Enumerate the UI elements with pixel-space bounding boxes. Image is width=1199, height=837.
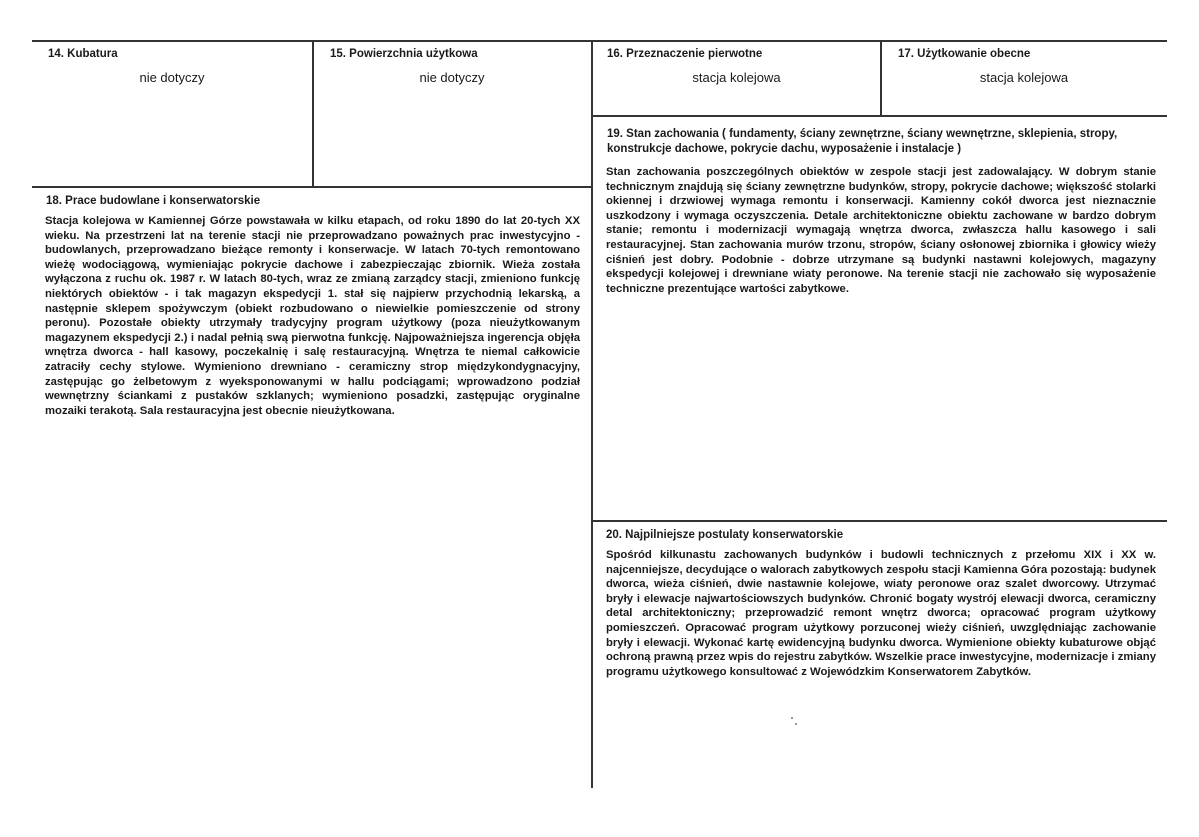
przeznaczenie-label: 16. Przeznaczenie pierwotne xyxy=(607,48,763,60)
kubatura-label: 14. Kubatura xyxy=(48,48,118,60)
divider-19-20 xyxy=(592,520,1167,522)
center-divider xyxy=(591,40,593,788)
divider-14-15 xyxy=(312,40,314,187)
top-border-line xyxy=(32,40,1167,42)
powierzchnia-value: nie dotyczy xyxy=(419,70,485,85)
scan-speck xyxy=(795,723,797,725)
powierzchnia-label: 15. Powierzchnia użytkowa xyxy=(330,48,478,60)
postulaty-label: 20. Najpilniejsze postulaty konserwatorskie xyxy=(606,529,844,541)
kubatura-value: nie dotyczy xyxy=(139,70,205,85)
uzytkowanie-label: 17. Użytkowanie obecne xyxy=(898,48,1031,60)
stan-text: Stan zachowania poszczególnych obiektów w zespole stacji jest zadowalający. W dobrym stanie technicznym znajdują się ściany zewnętrzne budynków, stropy, pokrycie dachowe; większość stolarki okiennej i drzwiowej wymaga remontu i konserwacji. Kamienny cokół dworca jest nieznacznie uszkodzony i wymaga oczyszczenia. Detale architektoniczne obiektu zachowane w bardzo dobrym stanie; remontu i modernizacji wymagają wnętrza dworca, zwłaszcza hallu kasowego i sali restauracyjnej. Stan zachowania murów trzonu, stropów, ściany osłonowej zbiornika i głowicy wieży ciśnień jest dobry. Podobnie - dobrze utrzymane są budynki nastawni kolejowych, magazyny ekspedycji kolejowej i drewniane wiaty peronowe. Na terenie stacji nie zachowało się wyposażenie techniczne prezentujące wartości zabytkowe. xyxy=(606,166,1156,295)
stan-label-line2: konstrukcje dachowe, pokrycie dachu, wyposażenie i instalacje ) xyxy=(607,143,962,155)
prace-label: 18. Prace budowlane i konserwatorskie xyxy=(46,195,261,207)
scan-speck xyxy=(791,717,793,719)
prace-text: Stacja kolejowa w Kamiennej Górze powstawała w kilku etapach, od roku 1890 do lat 20-tych XX wieku. Na przestrzeni lat na terenie stacji nie przeprowadzano poważnych prac inwestycyjno - budowlanych, przeprowadzano bieżące remonty i konserwacje. W latach 70-tych remontowano wieżę wodociągową, wymieniając pokrycie dachowe i zabezpieczając zbiornik. Wieża została wyłączona z ruchu ok. 1987 r. W latach 80-tych, wraz ze zmianą zarządcy stacji, zmieniono funkcję niektórych obiektów - i tak magazyn ekspedycji 1. stał się najpierw przychodnią lekarską, a następnie sklepem spożywczym (obiekt rozbudowano o niewielkie pomieszczenie od strony peronu). Pozostałe obiekty utrzymały tradycyjny program użytkowy (poza nieużytkowanym magazynem ekspedycji 2.) i nadal pełnią swą pierwotna funkcję. Najpoważniejsza ingerencja objęła wnętrza dworca - hall kasowy, poczekalnię i salę restauracyjną. Wnętrza te niemal całkowicie zatraciły cechy stylowe. Wymieniono drewniano - ceramiczny strop międzykondygnacyjny, zastępując go żelbetowym z wyeksponowanymi w hallu podciągami; wprowadzono podział wewnętrzny ściankami z pustaków szklanych; wymieniono posadzki, zastępując oryginalne mozaiki terakotą. Sala restauracyjna jest obecnie nieużytkowana. xyxy=(45,215,580,417)
przeznaczenie-value: stacja kolejowa xyxy=(692,70,781,85)
postulaty-text: Spośród kilkunastu zachowanych budynków i budowli technicznych z przełomu XIX i XX w. najcenniejsze, decydujące o walorach zabytkowych zespołu stacji Kamienna Góra pozostają: budynek dworca, wieża ciśnień, dwie nastawnie kolejowe, wiaty peronowe oraz szalet dworcowy. Utrzymać bryły i elewacje najwartościowszych budynków. Chronić bogaty wystrój elewacji dworca, ceramiczny detal architektoniczny; przeprowadzić remont wnętrz dworca; opracować program użytkowy pomieszczeń. Opracować program użytkowy porzuconej wieży ciśnień, uwzględniając zachowanie bryły i elewacji. Wykonać kartę ewidencyjną budynku dworca. Wymienione obiekty kubaturowe objąć ochroną prawną przez wpis do rejestru zabytków. Wszelkie prace inwestycyjne, modernizacje i zmiany programu użytkowego konsultować z Wojewódzkim Konserwatorem Zabytków. xyxy=(606,549,1156,678)
uzytkowanie-value: stacja kolejowa xyxy=(979,70,1069,85)
stan-label-line1: 19. Stan zachowania ( fundamenty, ściany zewnętrzne, ściany wewnętrzne, sklepienia, stropy, xyxy=(607,128,1118,140)
